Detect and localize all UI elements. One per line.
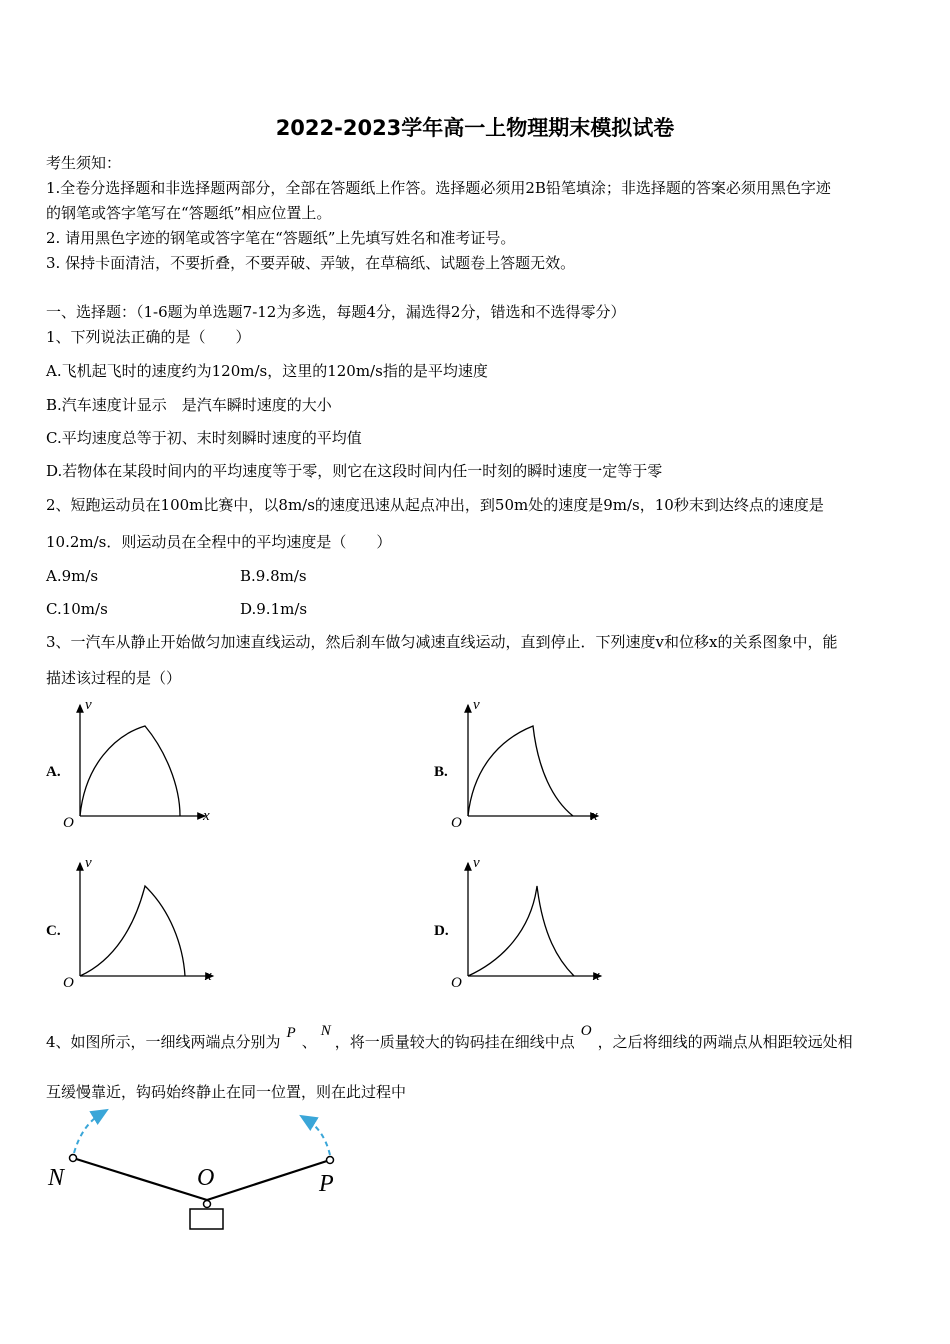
curve-a [80, 726, 180, 816]
q4-stem-2: 互缓慢靠近，钩码始终静止在同一位置，则在此过程中 [46, 1083, 407, 1101]
q2-stem-1: 2、短跑运动员在100m比赛中，以8m/s的速度迅速从起点冲出，到50m处的速度是9m/s，10秒末到达终点的速度是 [46, 496, 824, 514]
q4-symbol-n: N [320, 1023, 331, 1039]
q3-label-a: A. [46, 764, 61, 780]
q4-separator: 、 [301, 1033, 317, 1051]
q1-option-a: A.飞机起飞时的速度约为120m/s，这里的120m/s指的是平均速度 [46, 362, 488, 380]
v-label: v [85, 855, 92, 871]
q3-label-d: D. [434, 923, 449, 939]
q1-stem: 1、下列说法正确的是（ ） [46, 328, 251, 346]
v-label: v [473, 697, 480, 713]
q4-symbol-o: O [580, 1023, 592, 1039]
notice-item-3: 3. 保持卡面清洁，不要折叠，不要弄破、弄皱，在草稿纸、试题卷上答题无效。 [46, 254, 576, 272]
q3-stem-1: 3、一汽车从静止开始做匀加速直线运动，然后刹车做匀减速直线运动，直到停止．下列速度v和位移x的关系图象中，能 [46, 633, 838, 651]
q3-stem-2: 描述该过程的是（） [46, 669, 182, 687]
section-heading: 一、选择题：（1-6题为单选题7-12为多选，每题4分，漏选得2分，错选和不选得零分） [46, 303, 626, 321]
graph-d [443, 855, 613, 995]
notice-item-1a: 1.全卷分选择题和非选择题两部分，全部在答题纸上作答。选择题必须用2B铅笔填涂；非选择题的答案必须用黑色字迹 [46, 179, 831, 197]
q2-option-b: B.9.8m/s [240, 567, 307, 585]
curve-b [468, 726, 573, 816]
x-label: x [593, 968, 600, 984]
curve-d [468, 886, 574, 976]
v-label: v [85, 697, 92, 713]
q4-text-c: ，之后将细线的两端点从相距较远处相 [597, 1033, 853, 1051]
q4-text-b: ，将一质量较大的钩码挂在细线中点 [334, 1033, 575, 1051]
right-arrow-icon [306, 1119, 330, 1155]
x-label: x [591, 808, 598, 824]
point-n [70, 1155, 77, 1162]
right-string [207, 1160, 330, 1200]
x-label: x [205, 968, 212, 984]
v-label: v [473, 855, 480, 871]
q1-option-b: B.汽车速度计显示 是汽车瞬时速度的大小 [46, 396, 332, 414]
q4-stem-1 [46, 1023, 853, 1053]
q4-symbol-p: P [286, 1025, 296, 1041]
weight-block [190, 1209, 223, 1229]
origin-label: O [451, 815, 462, 831]
point-p [327, 1157, 334, 1164]
left-string [73, 1158, 207, 1200]
graph-a [55, 695, 225, 835]
notice-heading: 考生须知： [46, 154, 122, 172]
q1-option-d: D.若物体在某段时间内的平均速度等于零，则它在这段时间内任一时刻的瞬时速度一定等于零 [46, 462, 663, 480]
origin-label: O [63, 815, 74, 831]
notice-item-2: 2. 请用黑色字迹的钢笔或答字笔在“答题纸”上先填写姓名和准考证号。 [46, 229, 516, 247]
q4-figure [40, 1105, 360, 1240]
origin-label: O [451, 975, 462, 991]
q1-option-c: C.平均速度总等于初、末时刻瞬时速度的平均值 [46, 429, 362, 447]
q3-label-c: C. [46, 923, 61, 939]
fig-label-p: P [319, 1171, 334, 1197]
q2-stem-2: 10.2m/s．则运动员在全程中的平均速度是（ ） [46, 533, 392, 551]
q4-text-a: 4、如图所示，一细线两端点分别为 [46, 1033, 281, 1051]
left-arrow-icon [74, 1113, 102, 1153]
fig-label-n: N [48, 1165, 65, 1191]
notice-item-1b: 的钢笔或答字笔写在“答题纸”相应位置上。 [46, 204, 332, 222]
q3-label-b: B. [434, 764, 448, 780]
q2-option-a: A.9m/s [46, 567, 99, 585]
hook [204, 1201, 211, 1208]
graph-c [55, 855, 225, 995]
origin-label: O [63, 975, 74, 991]
q2-option-d: D.9.1m/s [240, 600, 308, 618]
q2-option-c: C.10m/s [46, 600, 108, 618]
fig-label-o: O [197, 1165, 215, 1191]
page-title: 2022-2023学年高一上物理期末模拟试卷 [275, 116, 675, 140]
curve-c [80, 886, 185, 976]
graph-b [443, 695, 613, 835]
x-label: x [203, 808, 210, 824]
